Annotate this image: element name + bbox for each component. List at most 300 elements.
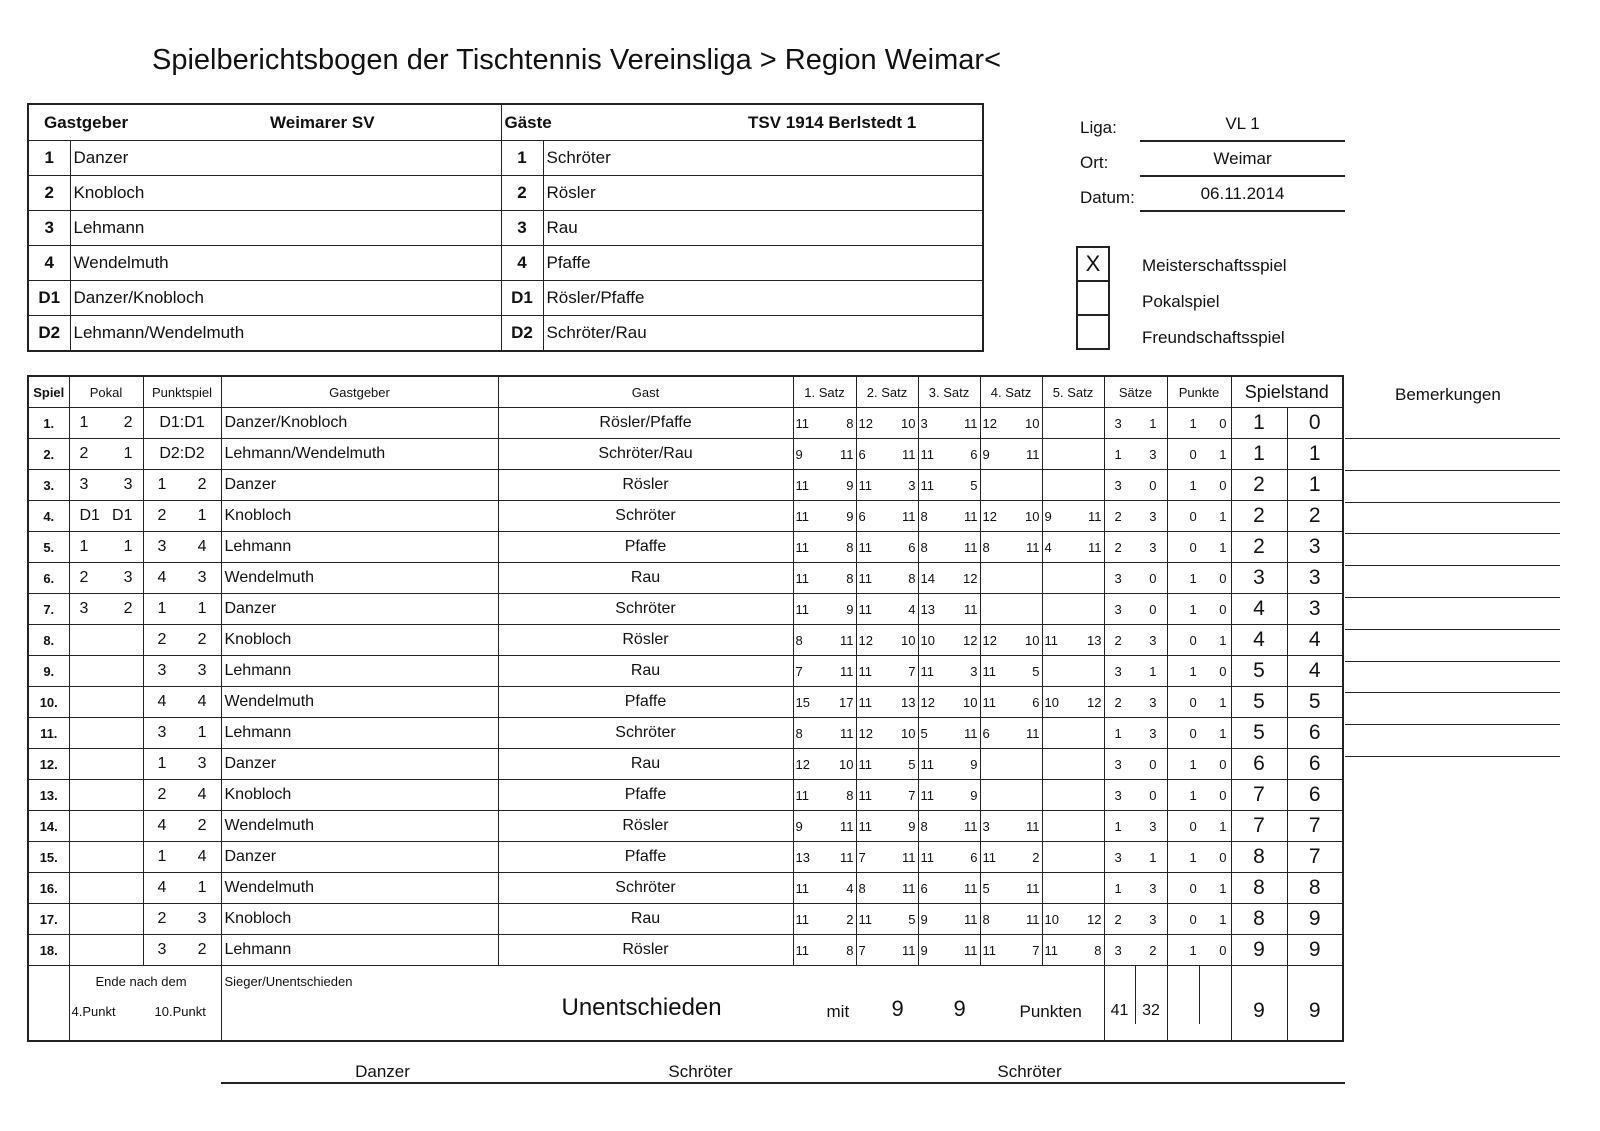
saetze-host: 3: [1114, 477, 1122, 493]
set-guest: 11: [964, 415, 978, 431]
saetze-pair: [1105, 811, 1167, 841]
saetze-host: 3: [1114, 570, 1122, 586]
punkte-pair: [1168, 408, 1231, 438]
set-score: [1043, 439, 1104, 469]
punkte-host: 0: [1189, 880, 1197, 896]
saetze-guest: 1: [1149, 849, 1157, 865]
set-host: 4: [1044, 539, 1052, 555]
saetze-pair: [1105, 408, 1167, 438]
set-score: [981, 687, 1042, 717]
set-score: [1043, 718, 1104, 748]
set-score: [919, 594, 980, 624]
pokal-checkbox[interactable]: [1076, 282, 1110, 316]
punkte-host: 0: [1189, 911, 1197, 927]
set-guest: 11: [840, 446, 854, 462]
set-guest: 11: [1026, 880, 1040, 896]
set-host: 8: [920, 508, 928, 524]
set-score: [981, 718, 1042, 748]
match-number: 8.: [28, 625, 69, 656]
punktspiel-host: 4: [157, 817, 167, 834]
guest-player-name: Rau: [543, 211, 983, 246]
saetze-guest: 2: [1149, 942, 1157, 958]
ende-4punkt: 4.Punkt: [71, 1004, 116, 1019]
set-guest: 6: [970, 849, 978, 865]
stand-host: 5: [1231, 687, 1287, 718]
pokal-host: 1: [79, 538, 89, 555]
punkte-host: 1: [1189, 663, 1197, 679]
saetze-host: 3: [1114, 787, 1122, 803]
punktspiel-guest: 3: [197, 910, 207, 927]
punkte-guest: 0: [1219, 942, 1227, 958]
set-guest: 8: [846, 787, 854, 803]
set-score: [1043, 780, 1104, 810]
match-number: 18.: [28, 935, 69, 966]
set-score: [857, 935, 918, 965]
saetze-pair: [1105, 563, 1167, 593]
set-host: 14: [920, 570, 935, 586]
set-host: 3: [982, 818, 990, 834]
set-guest: 8: [846, 415, 854, 431]
set-guest: 12: [963, 632, 978, 648]
set-guest: 11: [1026, 818, 1040, 834]
set-score: [919, 780, 980, 810]
pokal-pair: [70, 811, 143, 841]
set-score: [919, 904, 980, 934]
set-host: 11: [795, 539, 809, 555]
set-guest: 8: [846, 942, 854, 958]
set-guest: 12: [1087, 911, 1102, 927]
pokal-host: 3: [79, 600, 89, 617]
set-score: [794, 532, 856, 562]
punktspiel-host: 3: [157, 662, 167, 679]
pokal-host: 3: [79, 476, 89, 493]
punkte-pair: [1168, 873, 1231, 903]
guest-player: Pfaffe: [498, 532, 793, 563]
set-score: [919, 873, 980, 903]
set-guest: 11: [902, 508, 916, 524]
set-guest: 9: [908, 818, 916, 834]
stand-host: 5: [1231, 656, 1287, 687]
punktspiel-host: 3: [157, 724, 167, 741]
stand-host: 8: [1231, 842, 1287, 873]
set-host: 6: [920, 880, 928, 896]
saetze-pair: [1105, 842, 1167, 872]
pokal-pair: [70, 625, 143, 655]
set-host: 7: [795, 663, 803, 679]
ort-label: Ort:: [1080, 153, 1109, 172]
pokal-pair: [70, 687, 143, 717]
set-host: 8: [795, 725, 803, 741]
punktspiel-guest: 4: [197, 538, 207, 555]
punktspiel-doubles: D1:D1: [143, 408, 221, 439]
punkte-guest: 0: [1219, 415, 1227, 431]
freundschaft-checkbox[interactable]: [1076, 316, 1110, 350]
signature-line: [221, 1082, 1345, 1084]
set-guest: 10: [839, 756, 854, 772]
punktspiel-guest: 4: [197, 786, 207, 803]
punkte-host: 0: [1189, 694, 1197, 710]
punkte-guest: 0: [1219, 663, 1227, 679]
roster-row: [28, 141, 983, 176]
stand-host: 3: [1231, 563, 1287, 594]
remark-line: [1345, 629, 1560, 630]
punktspiel-pair: [144, 501, 221, 531]
host-cell: [28, 104, 501, 141]
set-host: 11: [1044, 632, 1058, 648]
set-guest: 11: [902, 942, 916, 958]
meisterschaft-checkbox[interactable]: X: [1076, 246, 1110, 282]
saetze-guest: 3: [1149, 911, 1157, 927]
set-guest: 8: [846, 570, 854, 586]
match-number: 5.: [28, 532, 69, 563]
set-host: 12: [858, 415, 873, 431]
set-score: [857, 594, 918, 624]
punktspiel-pair: [144, 687, 221, 717]
set-guest: 11: [902, 849, 916, 865]
saetze-total-guest: 32: [1142, 1002, 1160, 1019]
match-header: [28, 376, 1343, 408]
set-host: 11: [858, 818, 872, 834]
punktspiel-pair: [144, 873, 221, 903]
pokal-host: 2: [79, 569, 89, 586]
pokal-pair: [70, 563, 143, 593]
set-score: [981, 656, 1042, 686]
stand-guest: 7: [1287, 811, 1343, 842]
punktspiel-pair: [144, 718, 221, 748]
set-host: 12: [982, 415, 997, 431]
set-score: [1043, 563, 1104, 593]
stand-guest: 6: [1287, 780, 1343, 811]
punkte-guest: 1: [1219, 725, 1227, 741]
set-guest: 9: [846, 601, 854, 617]
set-guest: 7: [1032, 942, 1040, 958]
remark-line: [1345, 724, 1560, 725]
punktspiel-host: 2: [157, 507, 167, 524]
sieger-label: Sieger/Unentschieden: [224, 974, 353, 989]
set-host: 11: [858, 539, 872, 555]
set-guest: 10: [901, 725, 916, 741]
stand-host: 9: [1231, 935, 1287, 966]
match-number: 3.: [28, 470, 69, 501]
host-player-number: 2: [28, 176, 70, 211]
guest-player: Schröter: [498, 873, 793, 904]
saetze-host: 3: [1114, 601, 1122, 617]
set-score: [794, 718, 856, 748]
saetze-guest: 3: [1149, 508, 1157, 524]
set-guest: 7: [908, 663, 916, 679]
saetze-total-host: 41: [1105, 966, 1136, 1024]
set-guest: 11: [964, 911, 978, 927]
guest-player: Rau: [498, 563, 793, 594]
punkte-guest: 1: [1219, 911, 1227, 927]
saetze-pair: [1105, 873, 1167, 903]
set-guest: 8: [846, 539, 854, 555]
punkte-pair: [1168, 904, 1231, 934]
set-score: [919, 501, 980, 531]
set-score: [1043, 470, 1104, 500]
punkte-host: 0: [1189, 508, 1197, 524]
match-table: [27, 375, 1344, 1042]
guest-player-name: Schröter: [543, 141, 983, 176]
set-score: [981, 439, 1042, 469]
match-number: 9.: [28, 656, 69, 687]
punkte-pair: [1168, 594, 1231, 624]
host-player: Knobloch: [221, 625, 498, 656]
saetze-total-cell: [1104, 966, 1167, 1042]
pokal-pair: [70, 408, 143, 438]
punkte-host: 1: [1189, 756, 1197, 772]
saetze-guest: 0: [1149, 477, 1157, 493]
host-player-name: Knobloch: [70, 176, 501, 211]
set-score: [919, 718, 980, 748]
set-host: 11: [858, 911, 872, 927]
set-score: [794, 563, 856, 593]
set-score: [794, 780, 856, 810]
set-score: [857, 625, 918, 655]
host-player: Wendelmuth: [221, 811, 498, 842]
set-score: [857, 563, 918, 593]
set-guest: 7: [908, 787, 916, 803]
set-host: 5: [920, 725, 928, 741]
roster-header: [28, 104, 983, 141]
host-player: Lehmann: [221, 718, 498, 749]
liga-label: Liga:: [1080, 118, 1117, 137]
set-guest: 9: [970, 787, 978, 803]
match-row: [28, 625, 1343, 656]
set-host: 10: [920, 632, 935, 648]
set-guest: 11: [964, 539, 978, 555]
set-score: [919, 408, 980, 438]
punkte-guest: 0: [1219, 570, 1227, 586]
pokal-pair: [70, 749, 143, 779]
saetze-pair: [1105, 501, 1167, 531]
saetze-pair: [1105, 625, 1167, 655]
match-footer: [28, 966, 1343, 1042]
set-score: [857, 470, 918, 500]
remark-line: [1345, 692, 1560, 693]
set-score: [857, 532, 918, 562]
set-host: 8: [858, 880, 866, 896]
host-player-name: Danzer: [70, 141, 501, 176]
match-row: [28, 687, 1343, 718]
pokal-pair: [70, 470, 143, 500]
ort-value: Weimar: [1140, 149, 1345, 177]
set-guest: 9: [846, 508, 854, 524]
punkte-host: 0: [1189, 446, 1197, 462]
match-number: 1.: [28, 408, 69, 439]
guest-player: Rösler: [498, 811, 793, 842]
remark-line: [1345, 565, 1560, 566]
roster-row: [28, 176, 983, 211]
host-player-name: Lehmann/Wendelmuth: [70, 316, 501, 352]
set-host: 11: [920, 446, 934, 462]
punktspiel-guest: 2: [197, 631, 207, 648]
set-host: 11: [795, 880, 809, 896]
pokal-pair: [70, 873, 143, 903]
punktspiel-pair: [144, 563, 221, 593]
saetze-host: 3: [1114, 756, 1122, 772]
saetze-pair: [1105, 439, 1167, 469]
col-spiel: Spiel: [28, 376, 69, 408]
set-host: 11: [795, 911, 809, 927]
remark-line: [1345, 502, 1560, 503]
set-guest: 11: [840, 663, 854, 679]
stand-guest: 2: [1287, 501, 1343, 532]
host-player: Wendelmuth: [221, 687, 498, 718]
datum-label: Datum:: [1080, 188, 1135, 207]
pokal-guest: D1: [112, 507, 133, 524]
set-host: 8: [982, 911, 990, 927]
punktspiel-pair: [144, 935, 221, 965]
punktspiel-host: 3: [157, 538, 167, 555]
guest-player-name: Schröter/Rau: [543, 316, 983, 352]
set-score: [981, 532, 1042, 562]
match-row: [28, 594, 1343, 625]
set-host: 11: [920, 663, 934, 679]
set-score: [981, 780, 1042, 810]
set-score: [981, 811, 1042, 841]
match-number: 14.: [28, 811, 69, 842]
set-host: 11: [795, 942, 809, 958]
match-row: [28, 904, 1343, 935]
set-host: 11: [982, 663, 996, 679]
set-score: [1043, 904, 1104, 934]
set-guest: 8: [908, 570, 916, 586]
guest-player: Rau: [498, 904, 793, 935]
set-host: 12: [920, 694, 935, 710]
punktspiel-pair: [144, 625, 221, 655]
punktspiel-guest: 3: [197, 569, 207, 586]
set-guest: 6: [970, 446, 978, 462]
host-player: Danzer: [221, 749, 498, 780]
stand-guest: 1: [1287, 470, 1343, 501]
set-guest: 11: [1088, 508, 1102, 524]
set-host: 9: [982, 446, 990, 462]
guest-player: Schröter: [498, 594, 793, 625]
ende-cell: [69, 966, 221, 1042]
set-host: 11: [858, 756, 872, 772]
datum-value: 06.11.2014: [1140, 184, 1345, 212]
set-host: 6: [858, 508, 866, 524]
match-row: [28, 656, 1343, 687]
saetze-pair: [1105, 687, 1167, 717]
punktspiel-guest: 2: [197, 476, 207, 493]
punkte-pair: [1168, 563, 1231, 593]
set-score: [981, 470, 1042, 500]
saetze-pair: [1105, 904, 1167, 934]
col-satz3: 3. Satz: [918, 376, 980, 408]
set-host: 11: [982, 942, 996, 958]
punktspiel-guest: 3: [197, 662, 207, 679]
punkte-host: 1: [1189, 415, 1197, 431]
saetze-host: 2: [1114, 539, 1122, 555]
host-player: Wendelmuth: [221, 873, 498, 904]
stand-host: 4: [1231, 625, 1287, 656]
match-number: 16.: [28, 873, 69, 904]
col-saetze: Sätze: [1104, 376, 1167, 408]
set-host: 9: [920, 911, 928, 927]
col-satz4: 4. Satz: [980, 376, 1042, 408]
guest-player: Pfaffe: [498, 842, 793, 873]
set-score: [794, 470, 856, 500]
guest-player-number: D1: [501, 281, 543, 316]
match-number: 11.: [28, 718, 69, 749]
host-player-name: Danzer/Knobloch: [70, 281, 501, 316]
guest-player: Schröter: [498, 718, 793, 749]
col-punkte: Punkte: [1167, 376, 1231, 408]
set-host: 8: [795, 632, 803, 648]
set-guest: 2: [846, 911, 854, 927]
punkte-pair: [1168, 935, 1231, 965]
set-host: 5: [982, 880, 990, 896]
punkte-host: 0: [1189, 725, 1197, 741]
match-row: [28, 842, 1343, 873]
set-score: [794, 594, 856, 624]
punktspiel-guest: 4: [197, 693, 207, 710]
saetze-host: 3: [1114, 663, 1122, 679]
punktspiel-pair: [144, 780, 221, 810]
guest-player: Schröter: [498, 501, 793, 532]
set-score: [919, 687, 980, 717]
match-row: [28, 873, 1343, 904]
match-number: 2.: [28, 439, 69, 470]
set-guest: 13: [1087, 632, 1102, 648]
match-row: [28, 532, 1343, 563]
punktspiel-host: 1: [157, 600, 167, 617]
set-host: 12: [982, 632, 997, 648]
punktspiel-guest: 1: [197, 724, 207, 741]
stand-guest: 6: [1287, 749, 1343, 780]
set-host: 11: [920, 849, 934, 865]
set-host: 11: [795, 601, 809, 617]
meisterschaft-label: Meisterschaftsspiel: [1142, 256, 1287, 275]
stand-host: 8: [1231, 873, 1287, 904]
punktspiel-pair: [144, 904, 221, 934]
stand-guest: 0: [1287, 408, 1343, 439]
punkte-host: 1: [1189, 477, 1197, 493]
match-row: [28, 563, 1343, 594]
saetze-host: 2: [1114, 508, 1122, 524]
punkte-host: 0: [1189, 539, 1197, 555]
set-score: [857, 780, 918, 810]
punkte-pair: [1168, 687, 1231, 717]
set-host: 11: [795, 477, 809, 493]
match-number: 4.: [28, 501, 69, 532]
saetze-host: 3: [1114, 415, 1122, 431]
match-number: 10.: [28, 687, 69, 718]
remark-line: [1345, 661, 1560, 662]
match-row: [28, 501, 1343, 532]
guest-player: Pfaffe: [498, 780, 793, 811]
pokal-pair: [70, 439, 143, 469]
punktspiel-guest: 2: [197, 817, 207, 834]
set-host: 9: [1044, 508, 1052, 524]
set-score: [857, 439, 918, 469]
match-row: [28, 470, 1343, 501]
set-score: [794, 749, 856, 779]
liga-value: VL 1: [1140, 114, 1345, 142]
pokal-pair: [70, 532, 143, 562]
set-host: 12: [982, 508, 997, 524]
set-host: 9: [920, 942, 928, 958]
punkte-guest: 1: [1219, 632, 1227, 648]
set-score: [794, 408, 856, 438]
punkte-pair: [1168, 501, 1231, 531]
set-score: [919, 656, 980, 686]
host-player-name: Lehmann: [70, 211, 501, 246]
saetze-host: 3: [1114, 849, 1122, 865]
stand-total-host: 9: [1231, 966, 1287, 1042]
